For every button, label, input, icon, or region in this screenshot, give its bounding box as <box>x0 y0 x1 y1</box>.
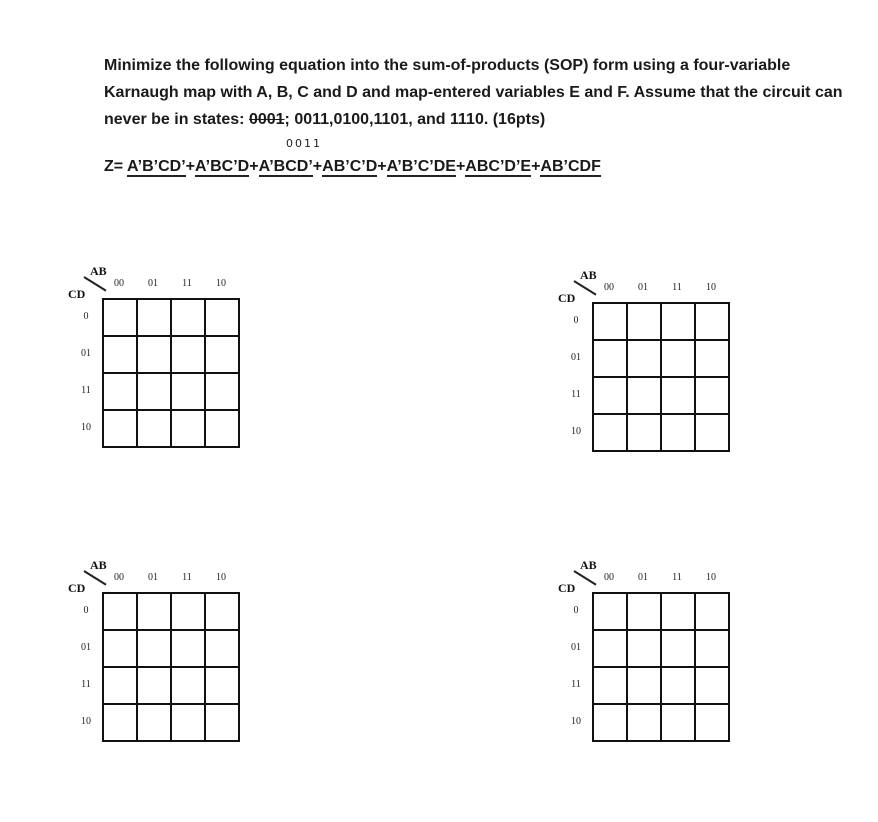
kmap-cell[interactable] <box>628 631 662 668</box>
kmap-cell[interactable] <box>138 705 172 742</box>
struck-state: 0001 <box>248 111 285 128</box>
row-code: 0 <box>573 315 579 326</box>
equation: Z= A’B’CD’+A’BC’D+A’BCD’+AB’C’D+A’B’C’DE+ABC’D’E+AB’CDF <box>104 158 601 175</box>
kmap-cell[interactable] <box>696 705 730 742</box>
column-code: 11 <box>182 278 192 289</box>
kmap-cell[interactable] <box>172 411 206 448</box>
kmap-cell[interactable] <box>628 341 662 378</box>
column-code: 00 <box>604 282 614 293</box>
kmap-4 <box>556 558 756 758</box>
kmap-3 <box>66 558 266 758</box>
kmap-cell[interactable] <box>206 631 240 668</box>
kmap-cell[interactable] <box>104 337 138 374</box>
kmap-grid <box>592 302 730 452</box>
kmap-cell[interactable] <box>696 631 730 668</box>
problem-text: Minimize the following equation into the sum-of-products (SOP) form using a four-variable Karnaugh map with A, B, C and D and map-entered variables E and F. Assume that the circuit can never be in states: <box>104 57 843 128</box>
kmap-cell[interactable] <box>696 594 730 631</box>
row-code: 0 <box>573 605 579 616</box>
column-code: 01 <box>638 282 648 293</box>
kmap-cell[interactable] <box>594 415 628 452</box>
kmap-cell[interactable] <box>628 415 662 452</box>
cd-label: CD <box>68 287 86 301</box>
kmap-cell[interactable] <box>662 415 696 452</box>
kmap-cell[interactable] <box>172 631 206 668</box>
kmap-cell[interactable] <box>662 631 696 668</box>
kmap-cell[interactable] <box>206 705 240 742</box>
kmap-cell[interactable] <box>172 705 206 742</box>
kmap-cell[interactable] <box>594 631 628 668</box>
column-code: 10 <box>706 282 716 293</box>
kmap-cell[interactable] <box>206 337 240 374</box>
kmap-cell[interactable] <box>104 631 138 668</box>
kmap-cell[interactable] <box>594 341 628 378</box>
equation-term: A’BCD’ <box>258 158 313 175</box>
row-code: 0 <box>83 311 89 322</box>
problem-text-end: ; 0011,0100,1101, and 1110. (16pts) <box>284 111 546 128</box>
kmap-cell[interactable] <box>172 337 206 374</box>
kmap-cell[interactable] <box>662 668 696 705</box>
ab-label: AB <box>90 558 107 572</box>
column-code: 11 <box>672 282 682 293</box>
row-code: 10 <box>571 716 581 727</box>
kmap-cell[interactable] <box>628 304 662 341</box>
kmap-cell[interactable] <box>662 304 696 341</box>
column-code: 01 <box>148 278 158 289</box>
kmap-cell[interactable] <box>628 668 662 705</box>
row-code: 01 <box>571 642 581 653</box>
kmap-cell[interactable] <box>594 594 628 631</box>
row-code: 01 <box>81 642 91 653</box>
row-code: 10 <box>81 716 91 727</box>
kmap-2 <box>556 268 756 468</box>
row-code: 01 <box>81 348 91 359</box>
kmap-cell[interactable] <box>662 594 696 631</box>
kmap-cell[interactable] <box>104 374 138 411</box>
kmap-cell[interactable] <box>138 631 172 668</box>
kmap-cell[interactable] <box>138 411 172 448</box>
row-code: 0 <box>83 605 89 616</box>
kmap-cell[interactable] <box>206 411 240 448</box>
equation-term: A’B’C’DE <box>386 158 456 175</box>
kmap-cell[interactable] <box>138 374 172 411</box>
kmap-cell[interactable] <box>696 341 730 378</box>
row-code: 11 <box>81 679 91 690</box>
kmap-cell[interactable] <box>104 594 138 631</box>
cd-label: CD <box>558 581 576 595</box>
kmap-cell[interactable] <box>172 668 206 705</box>
kmap-cell[interactable] <box>696 668 730 705</box>
kmap-cell[interactable] <box>172 300 206 337</box>
kmap-cell[interactable] <box>628 378 662 415</box>
kmap-cell[interactable] <box>628 594 662 631</box>
equation-prefix: Z= <box>104 158 127 175</box>
kmap-cell[interactable] <box>172 594 206 631</box>
kmap-cell[interactable] <box>594 304 628 341</box>
ab-label: AB <box>580 558 597 572</box>
ab-label: AB <box>580 268 597 282</box>
problem-statement <box>104 52 844 133</box>
column-code: 00 <box>604 572 614 583</box>
kmap-cell[interactable] <box>206 374 240 411</box>
kmap-cell[interactable] <box>104 300 138 337</box>
kmap-cell[interactable] <box>696 415 730 452</box>
kmap-cell[interactable] <box>206 668 240 705</box>
equation-term: ABC’D’E <box>465 158 532 175</box>
kmap-grid <box>102 298 240 448</box>
kmap-cell[interactable] <box>206 594 240 631</box>
column-code: 01 <box>148 572 158 583</box>
equation-term: AB’C’D <box>322 158 378 175</box>
kmap-cell[interactable] <box>172 374 206 411</box>
equation-term: AB’CDF <box>540 158 601 175</box>
kmap-cell[interactable] <box>662 378 696 415</box>
kmap-grid <box>102 592 240 742</box>
kmap-cell[interactable] <box>104 705 138 742</box>
kmap-cell[interactable] <box>138 337 172 374</box>
kmap-cell[interactable] <box>594 378 628 415</box>
column-code: 11 <box>182 572 192 583</box>
row-code: 11 <box>571 679 581 690</box>
handwritten-correction: 0011 <box>286 137 322 150</box>
kmap-cell[interactable] <box>628 705 662 742</box>
kmap-cell[interactable] <box>138 594 172 631</box>
row-code: 11 <box>571 389 581 400</box>
kmap-1 <box>66 264 266 464</box>
column-code: 10 <box>216 572 226 583</box>
equation-term: A’B’CD’ <box>126 158 186 175</box>
cd-label: CD <box>558 291 576 305</box>
kmap-cell[interactable] <box>138 300 172 337</box>
kmap-cell[interactable] <box>662 341 696 378</box>
column-code: 00 <box>114 278 124 289</box>
row-code: 11 <box>81 385 91 396</box>
row-code: 01 <box>571 352 581 363</box>
column-code: 10 <box>706 572 716 583</box>
kmap-cell[interactable] <box>696 304 730 341</box>
row-code: 10 <box>571 426 581 437</box>
kmap-cell[interactable] <box>104 411 138 448</box>
kmap-grid <box>592 592 730 742</box>
equation-term: A’BC’D <box>194 158 250 175</box>
kmap-cell[interactable] <box>696 378 730 415</box>
row-code: 10 <box>81 422 91 433</box>
column-code: 10 <box>216 278 226 289</box>
kmap-cell[interactable] <box>206 300 240 337</box>
kmap-cell[interactable] <box>594 668 628 705</box>
kmap-cell[interactable] <box>594 705 628 742</box>
ab-label: AB <box>90 264 107 278</box>
cd-label: CD <box>68 581 86 595</box>
column-code: 11 <box>672 572 682 583</box>
kmap-cell[interactable] <box>104 668 138 705</box>
column-code: 00 <box>114 572 124 583</box>
column-code: 01 <box>638 572 648 583</box>
kmap-cell[interactable] <box>662 705 696 742</box>
kmap-cell[interactable] <box>138 668 172 705</box>
